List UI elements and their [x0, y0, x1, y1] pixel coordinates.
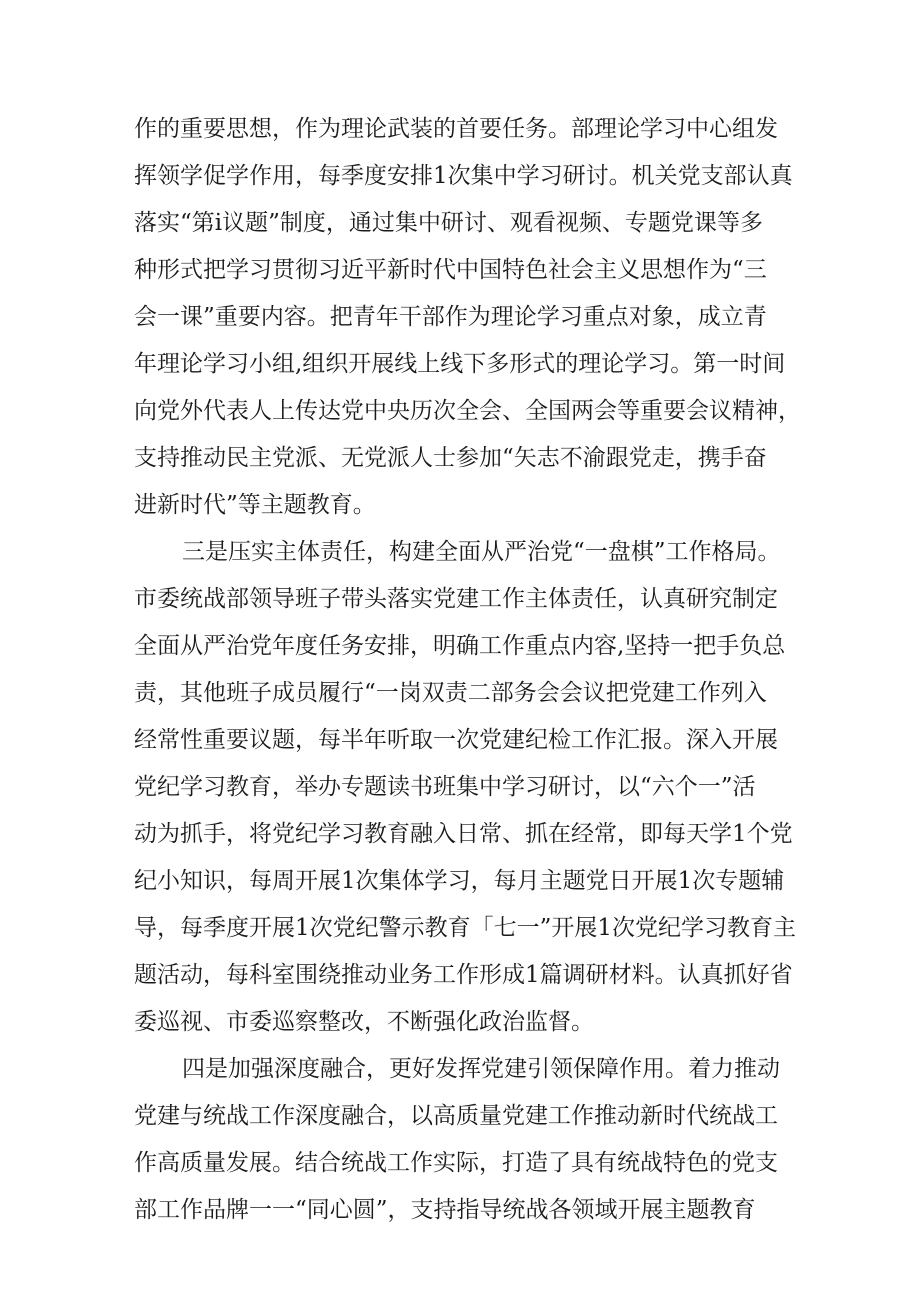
text-line: 作高质量发展。结合统战工作实际，打造了具有统战特色的党支 [134, 1150, 778, 1176]
text-line: 挥领学促学作用，每季度安排1次集中学习研讨。机关党支部认真 [134, 163, 793, 189]
text-line: 向党外代表人上传达党中央历次全会、全国两会等重要会议精神， [134, 398, 801, 424]
text-line: 动为抓手，将党纪学习教育融入日常、抓在经常，即每天学1个党 [134, 821, 793, 847]
text-line: 市委统战部领导班子带头落实党建工作主体责任，认真研究制定 [134, 586, 778, 612]
text-line: 会一课”重要内容。把青年干部作为理论学习重点对象，成立青 [134, 304, 767, 330]
text-line: 部工作品牌一一“同心圆”，支持指导统战各领域开展主题教育 [134, 1197, 756, 1223]
text-line: 党纪学习教育，举办专题读书班集中学习研讨，以“六个一”活 [134, 774, 756, 800]
text-line: 党建与统战工作深度融合，以高质量党建工作推动新时代统战工 [134, 1103, 778, 1129]
text-line: 经常性重要议题，每半年听取一次党建纪检工作汇报。深入开展 [134, 727, 778, 753]
paragraph-heading-line: 四是加强深度融合，更好发挥党建引领保障作用。着力推动 [182, 1056, 780, 1082]
text-line: 题活动，每科室围绕推动业务工作形成1篇调研材料。认真抓好省 [134, 962, 793, 988]
body-text [134, 106, 801, 1234]
text-line: 年理论学习小组,组织开展线上线下多形式的理论学习。第一时间 [134, 351, 786, 377]
text-line: 全面从严治党年度任务安排，明确工作重点内容,坚持一把手负总 [134, 633, 786, 659]
paragraph-heading-line: 三是压实主体责任，构建全面从严治党“一盘棋”工作格局。 [182, 539, 781, 565]
text-line: 进新时代”等主题教育。 [134, 492, 376, 518]
text-line: 纪小知识，每周开展1次集体学习，每月主题党日开展1次专题辅 [134, 868, 785, 894]
text-line: 作的重要思想，作为理论武装的首要任务。部理论学习中心组发 [134, 116, 778, 142]
text-line: 委巡视、市委巡察整改，不断强化政治监督。 [134, 1009, 594, 1035]
text-line: 种形式把学习贯彻习近平新时代中国特色社会主义思想作为“三 [134, 257, 767, 283]
text-line: 责，其他班子成员履行“一岗双责二部务会会议把党建工作列入 [134, 680, 767, 706]
text-line: 导，每季度开展1次党纪警示教育「七一”开展1次党纪学习教育主 [134, 915, 797, 941]
text-line: 落实“第i议题”制度，通过集中研讨、观看视频、专题党课等多 [134, 210, 763, 236]
text-line: 支持推动民主党派、无党派人士参加“矢志不渝跟党走，携手奋 [134, 445, 767, 471]
